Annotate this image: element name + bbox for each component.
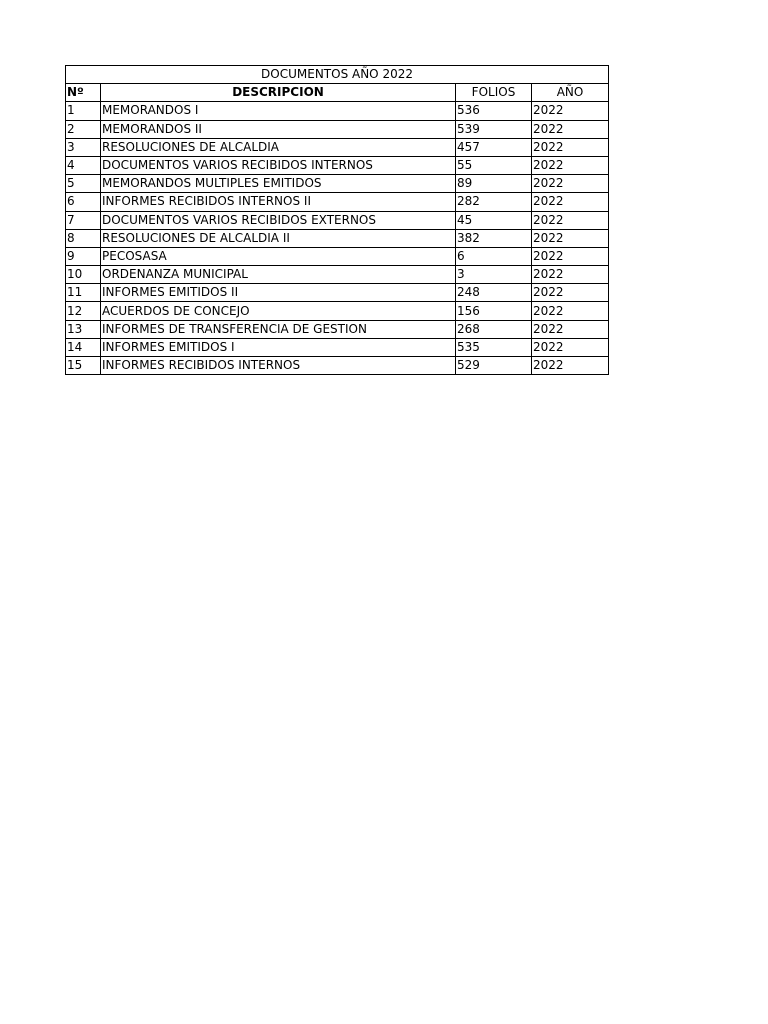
table-row xyxy=(66,156,609,174)
row-year-cell: 2022 xyxy=(532,102,609,120)
table-row xyxy=(66,138,609,156)
row-folios-cell: 248 xyxy=(456,284,532,302)
row-description-cell: INFORMES RECIBIDOS INTERNOS xyxy=(101,357,456,375)
row-number-cell: 15 xyxy=(66,357,101,375)
row-number-cell: 10 xyxy=(66,266,101,284)
row-description-cell: MEMORANDOS I xyxy=(101,102,456,120)
row-folios-cell: 89 xyxy=(456,175,532,193)
row-description-cell: ORDENANZA MUNICIPAL xyxy=(101,266,456,284)
table-row xyxy=(66,120,609,138)
table-row xyxy=(66,302,609,320)
row-number-cell: 7 xyxy=(66,211,101,229)
row-description-cell: INFORMES DE TRANSFERENCIA DE GESTION xyxy=(101,320,456,338)
row-folios-cell: 55 xyxy=(456,156,532,174)
row-description-cell: PECOSASA xyxy=(101,247,456,265)
table-row xyxy=(66,357,609,375)
table-row xyxy=(66,266,609,284)
table-row xyxy=(66,229,609,247)
row-description-cell: INFORMES EMITIDOS II xyxy=(101,284,456,302)
row-folios-cell: 535 xyxy=(456,338,532,356)
header-description: DESCRIPCION xyxy=(101,84,456,102)
row-folios-cell: 45 xyxy=(456,211,532,229)
row-number-cell: 4 xyxy=(66,156,101,174)
row-description-cell: INFORMES RECIBIDOS INTERNOS II xyxy=(101,193,456,211)
row-description-cell: ACUERDOS DE CONCEJO xyxy=(101,302,456,320)
row-year-cell: 2022 xyxy=(532,193,609,211)
row-number-cell: 11 xyxy=(66,284,101,302)
table-row xyxy=(66,320,609,338)
row-number-cell: 5 xyxy=(66,175,101,193)
row-description-cell: RESOLUCIONES DE ALCALDIA II xyxy=(101,229,456,247)
row-folios-cell: 539 xyxy=(456,120,532,138)
row-description-cell: DOCUMENTOS VARIOS RECIBIDOS EXTERNOS xyxy=(101,211,456,229)
documents-table xyxy=(65,65,609,375)
header-year: AÑO xyxy=(532,84,609,102)
row-year-cell: 2022 xyxy=(532,320,609,338)
row-number-cell: 6 xyxy=(66,193,101,211)
row-folios-cell: 282 xyxy=(456,193,532,211)
row-year-cell: 2022 xyxy=(532,138,609,156)
row-description-cell: MEMORANDOS MULTIPLES EMITIDOS xyxy=(101,175,456,193)
row-year-cell: 2022 xyxy=(532,338,609,356)
table-row xyxy=(66,211,609,229)
table-row xyxy=(66,338,609,356)
row-description-cell: RESOLUCIONES DE ALCALDIA xyxy=(101,138,456,156)
row-folios-cell: 382 xyxy=(456,229,532,247)
table-row xyxy=(66,102,609,120)
row-number-cell: 2 xyxy=(66,120,101,138)
table-title: DOCUMENTOS AÑO 2022 xyxy=(66,66,609,84)
row-year-cell: 2022 xyxy=(532,302,609,320)
row-folios-cell: 3 xyxy=(456,266,532,284)
header-folios: FOLIOS xyxy=(456,84,532,102)
row-description-cell: MEMORANDOS II xyxy=(101,120,456,138)
row-number-cell: 1 xyxy=(66,102,101,120)
row-folios-cell: 536 xyxy=(456,102,532,120)
table-body xyxy=(66,102,609,375)
row-folios-cell: 529 xyxy=(456,357,532,375)
row-number-cell: 12 xyxy=(66,302,101,320)
row-year-cell: 2022 xyxy=(532,357,609,375)
row-year-cell: 2022 xyxy=(532,247,609,265)
row-number-cell: 3 xyxy=(66,138,101,156)
table-row xyxy=(66,247,609,265)
row-year-cell: 2022 xyxy=(532,284,609,302)
row-number-cell: 13 xyxy=(66,320,101,338)
row-number-cell: 14 xyxy=(66,338,101,356)
table-row xyxy=(66,284,609,302)
table-row xyxy=(66,193,609,211)
row-year-cell: 2022 xyxy=(532,266,609,284)
table-row xyxy=(66,175,609,193)
row-year-cell: 2022 xyxy=(532,156,609,174)
document-sheet xyxy=(65,65,608,375)
row-year-cell: 2022 xyxy=(532,229,609,247)
row-year-cell: 2022 xyxy=(532,211,609,229)
row-number-cell: 9 xyxy=(66,247,101,265)
row-description-cell: DOCUMENTOS VARIOS RECIBIDOS INTERNOS xyxy=(101,156,456,174)
row-year-cell: 2022 xyxy=(532,120,609,138)
row-folios-cell: 6 xyxy=(456,247,532,265)
row-description-cell: INFORMES EMITIDOS I xyxy=(101,338,456,356)
row-number-cell: 8 xyxy=(66,229,101,247)
header-row xyxy=(66,84,609,102)
row-year-cell: 2022 xyxy=(532,175,609,193)
row-folios-cell: 156 xyxy=(456,302,532,320)
row-folios-cell: 268 xyxy=(456,320,532,338)
title-row xyxy=(66,66,609,84)
header-num: Nº xyxy=(66,84,101,102)
row-folios-cell: 457 xyxy=(456,138,532,156)
